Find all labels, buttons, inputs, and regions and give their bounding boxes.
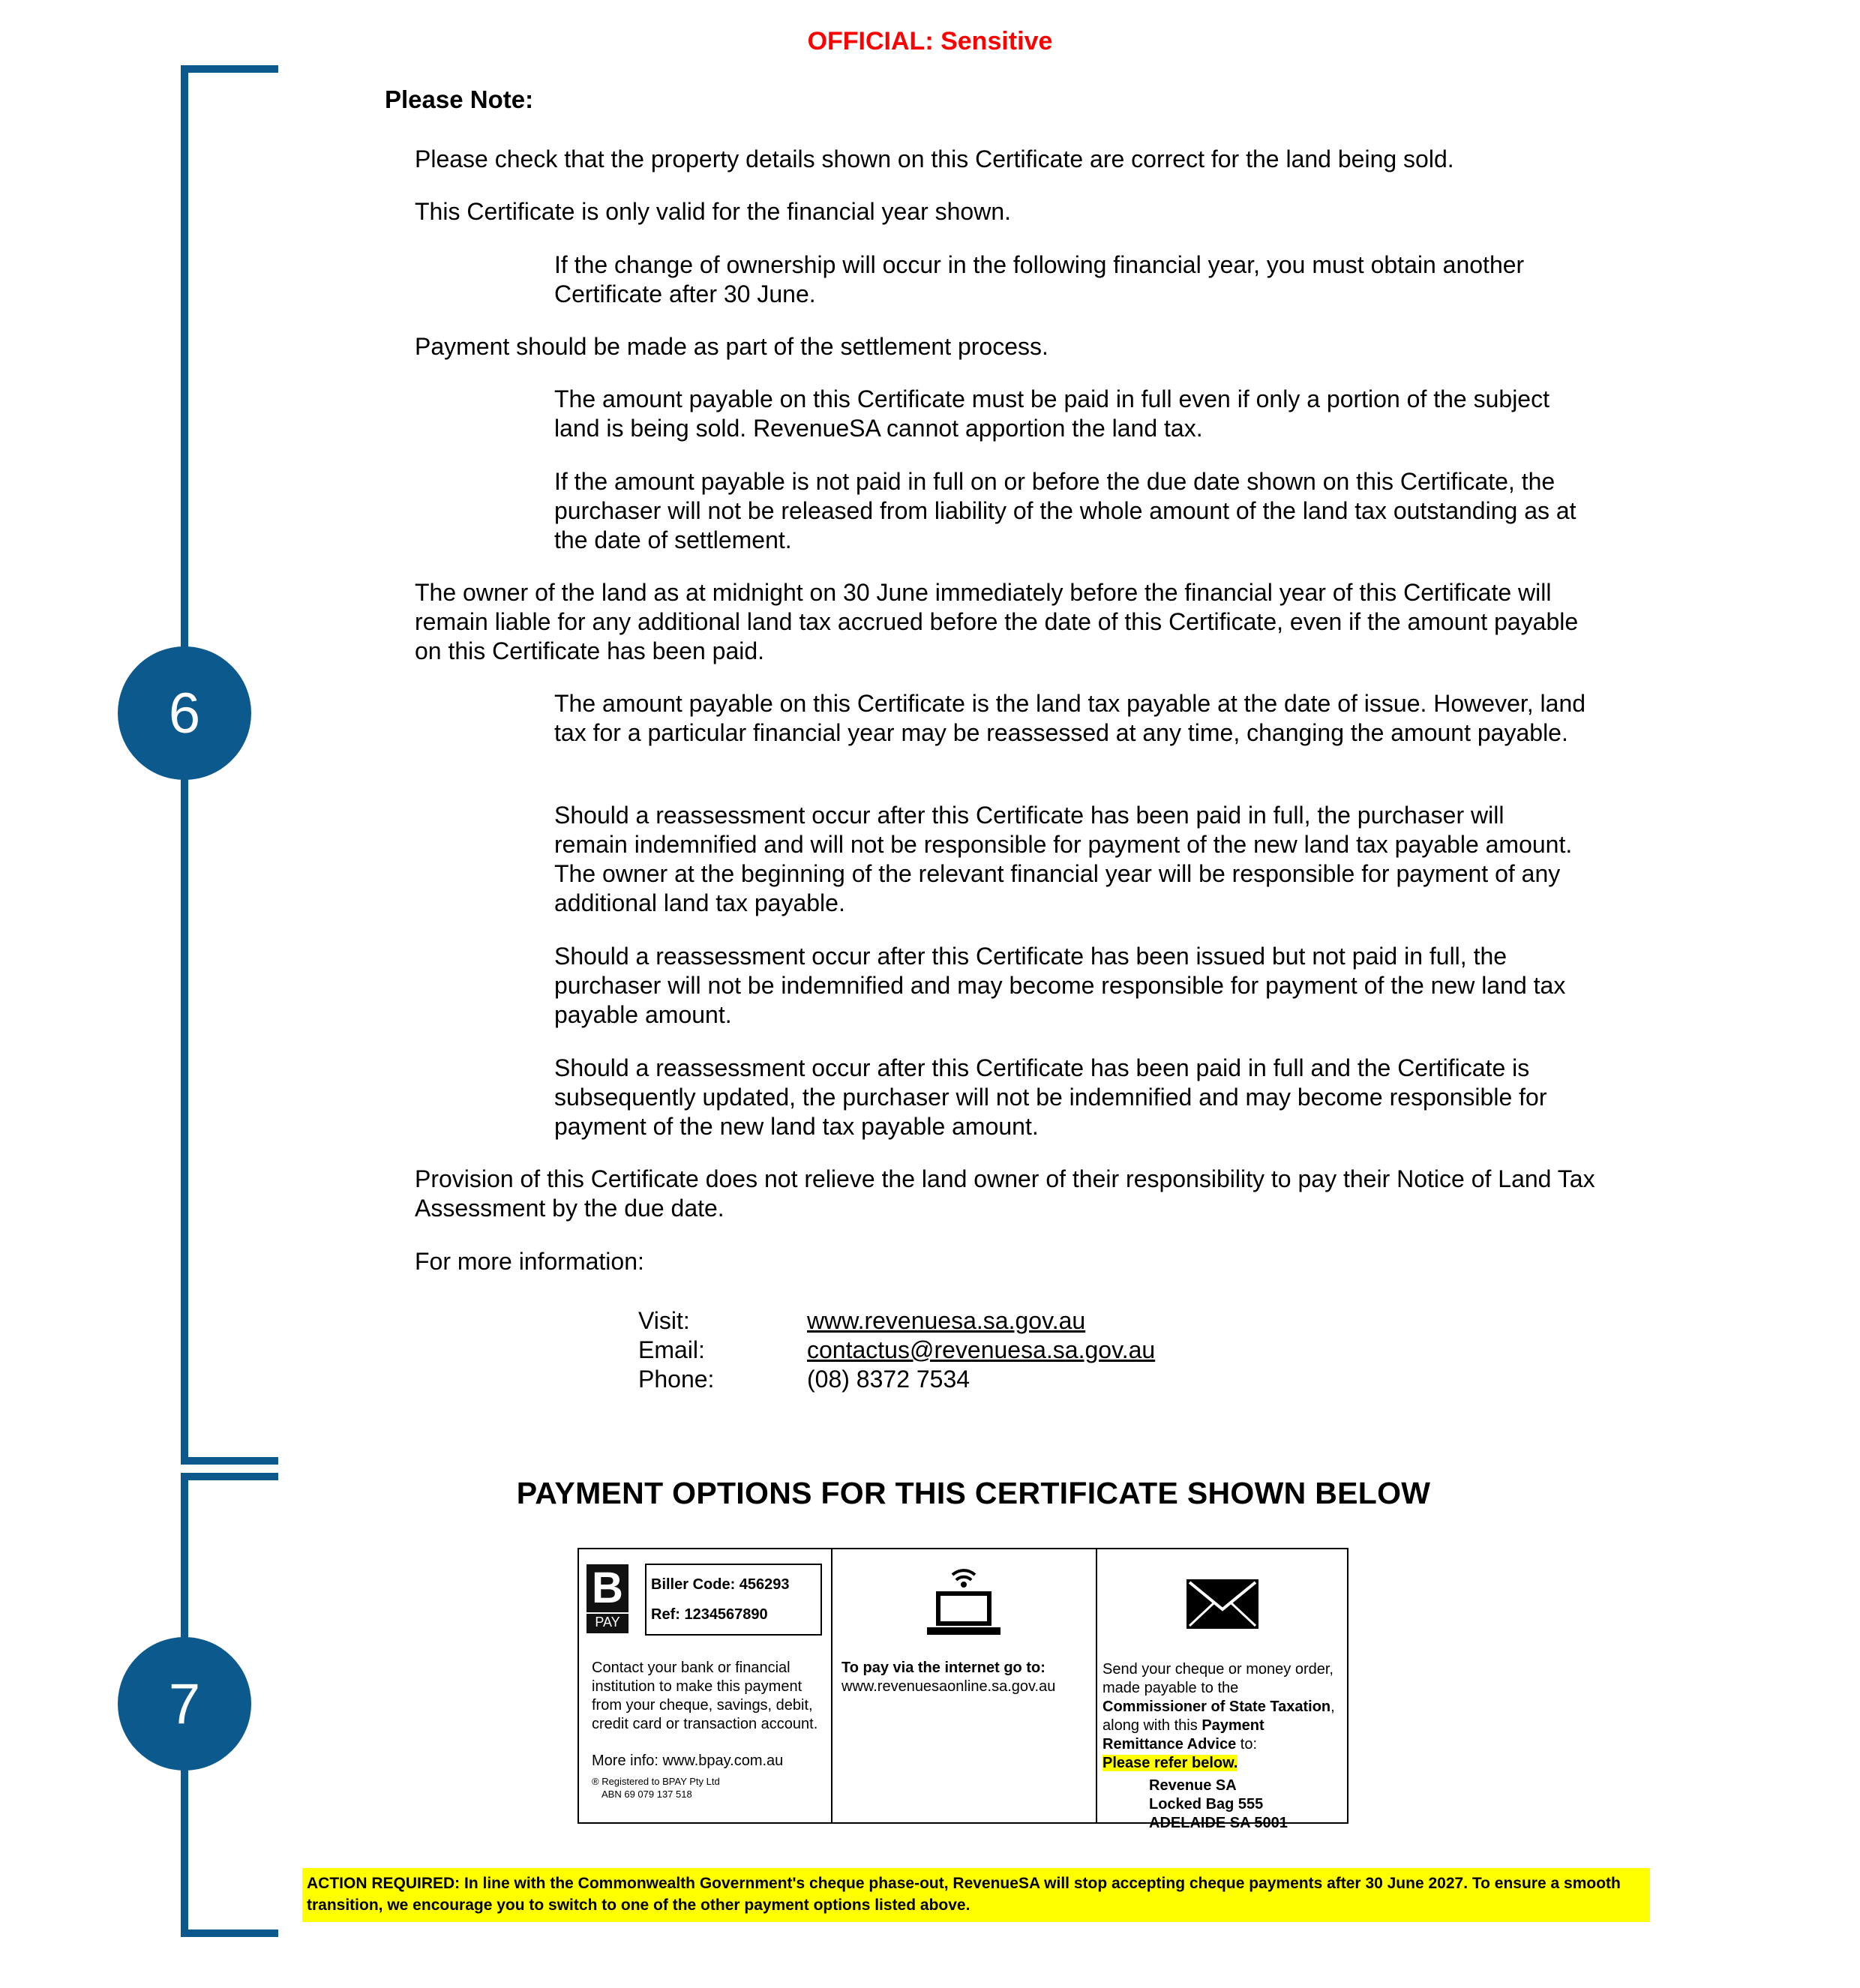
internet-title: To pay via the internet go to:	[842, 1660, 1046, 1676]
note-paragraph: The amount payable on this Certificate is the land tax payable at the date of issue. However, land tax for a particular financial year may be reassessed at any time, changing the amount payable.	[554, 690, 1586, 746]
laptop-wifi-icon	[922, 1564, 1005, 1639]
classification-banner: OFFICIAL: Sensitive	[807, 27, 1053, 55]
section-6-number: 6	[118, 646, 251, 780]
mail-instructions: Send your cheque or money order, made payable to the Commissioner of State Taxation, along with this Payment Remittance Advice to: Please refer below.	[1102, 1661, 1335, 1771]
note-paragraph: Should a reassessment occur after this Certificate has been issued but not paid in full, the purchaser will not be indemnified and may become responsible for payment of the new land tax payable amount.	[554, 943, 1566, 1028]
note-paragraph: Should a reassessment occur after this Certificate has been paid in full and the Certificate is subsequently updated, the purchaser will not be indemnified and may become responsible for payment of the new land tax payable amount.	[554, 1054, 1547, 1140]
note-paragraph: Provision of this Certificate does not relieve the land owner of their responsibility to pay their Notice of Land Tax Assessment by the due date.	[415, 1165, 1595, 1222]
note-paragraph: The amount payable on this Certificate must be paid in full even if only a portion of the subject land is being sold. RevenueSA cannot apportion the land tax.	[554, 385, 1550, 442]
bpay-registered: ® Registered to BPAY Pty Ltd	[592, 1776, 720, 1787]
payment-options-box	[578, 1548, 1348, 1831]
website-link[interactable]: www.revenuesa.sa.gov.au	[807, 1307, 1086, 1334]
note-paragraph: Payment should be made as part of the settlement process.	[415, 333, 1048, 360]
email-link[interactable]: contactus@revenuesa.sa.gov.au	[807, 1336, 1156, 1363]
biller-ref: Ref: 1234567890	[651, 1606, 768, 1623]
note-title: Please Note:	[385, 85, 534, 113]
bpay-instructions: Contact your bank or financial institution to make this payment from your cheque, savings, debit, credit card or transaction account.	[592, 1660, 818, 1732]
refer-below-highlight: Please refer below.	[1102, 1755, 1238, 1771]
note-paragraph: For more information:	[415, 1248, 644, 1275]
biller-details	[645, 1564, 822, 1636]
note-paragraph: Should a reassessment occur after this Certificate has been paid in full, the purchaser will remain indemnified and will not be responsible for payment of the new land tax payable amount. The owner at the beginning of the relevant financial year will be responsible for payment of any additional land tax payable.	[554, 802, 1573, 916]
visit-label: Visit:	[638, 1307, 690, 1334]
bpay-logo-icon: B PAY	[586, 1564, 628, 1633]
phone-number: (08) 8372 7534	[807, 1366, 970, 1393]
envelope-icon	[1185, 1578, 1260, 1630]
mail-address: Revenue SA Locked Bag 555 ADELAIDE SA 5001	[1149, 1777, 1288, 1831]
internet-url[interactable]: www.revenuesaonline.sa.gov.au	[842, 1678, 1056, 1695]
note-paragraph: This Certificate is only valid for the financial year shown.	[415, 198, 1012, 225]
payment-options-heading: PAYMENT OPTIONS FOR THIS CERTIFICATE SHOWN BELOW	[516, 1476, 1431, 1510]
bpay-more-info: More info: www.bpay.com.au	[592, 1753, 784, 1769]
note-paragraph: Please check that the property details shown on this Certificate are correct for the land being sold.	[415, 145, 1454, 172]
section-7-number: 7	[118, 1637, 251, 1771]
biller-code: Biller Code: 456293	[651, 1576, 790, 1593]
action-required-notice: ACTION REQUIRED: In line with the Commonwealth Government's cheque phase-out, RevenueSA will stop accepting cheque payments after 30 June 2027. To ensure a smooth transition, we encourage you to switch to one of the other payment options listed above.	[302, 1868, 1650, 1922]
note-paragraph: The owner of the land as at midnight on 30 June immediately before the financial year of this Certificate will remain liable for any additional land tax accrued before the date of this Certificate, even if the amount payable on this Certificate has been paid.	[415, 579, 1579, 664]
note-paragraph: If the change of ownership will occur in the following financial year, you must obtain another Certificate after 30 June.	[554, 251, 1525, 307]
bpay-abn: ABN 69 079 137 518	[602, 1789, 692, 1800]
email-label: Email:	[638, 1336, 705, 1363]
phone-label: Phone:	[638, 1366, 715, 1393]
note-paragraph: If the amount payable is not paid in full on or before the due date shown on this Certificate, the purchaser will not be released from liability of the whole amount of the land tax outstanding as at the date of settlement.	[554, 468, 1576, 553]
